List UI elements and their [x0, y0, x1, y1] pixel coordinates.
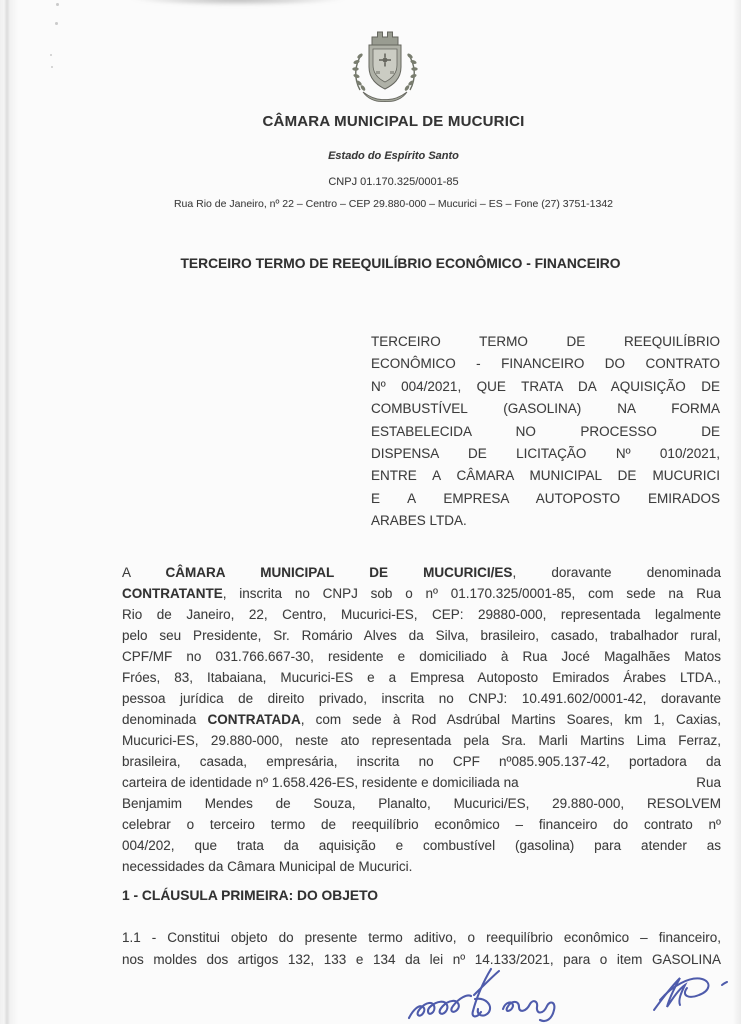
blank-gap: [519, 772, 697, 793]
text-line: [122, 793, 721, 814]
text-line: [122, 751, 721, 772]
text-run: denominada: [122, 712, 208, 727]
text-line: [371, 510, 720, 532]
text-run: necessidades da Câmara Municipal de Mucurici.: [122, 859, 413, 874]
text-run: , com sede à Rod Asdrúbal Martins Soares, km 1, Caxias,: [300, 712, 721, 727]
text-run: TERCEIRO TERMO DE REEQUILÍBRIO: [371, 334, 720, 349]
text-line: [371, 443, 720, 465]
text-run: A: [122, 565, 166, 580]
text-run: Mucurici-ES, 29.880-000, neste ato representada pela Sra. Marli Martins Lima Ferraz,: [122, 733, 721, 748]
text-line: [371, 398, 720, 420]
scan-left-edge-shadow: [0, 0, 18, 1024]
municipal-crest-icon: [345, 27, 425, 107]
text-run: DISPENSA DE LICITAÇÃO Nº 010/2021,: [371, 446, 720, 462]
text-run: Nº 004/2021, QUE TRATA DA AQUISIÇÃO DE: [371, 378, 720, 394]
text-run: Fróes, 83, Itabaiana, Mucurici-ES e a Empresa Autoposto Emirados Árabes LTDA.,: [122, 670, 721, 685]
text-run: nos moldes dos artigos 132, 133 e 134 da lei nº 14.133/2021, para o item GASOLINA: [122, 952, 721, 967]
text-line: [122, 730, 721, 751]
text-line: [122, 772, 721, 793]
text-run: Rio de Janeiro, 22, Centro, Mucurici-ES, CEP: 29880-000, representada legalmente: [122, 607, 721, 622]
text-line: [122, 814, 721, 835]
bold-text-run: CÂMARA MUNICIPAL DE MUCURICI/ES: [165, 565, 513, 580]
text-run: ECONÔMICO - FINANCEIRO DO CONTRATO: [371, 356, 720, 372]
text-run: Benjamim Mendes de Souza, Planalto, Mucurici/ES, 29.880-000, RESOLVEM: [122, 796, 721, 811]
bold-text-run: CONTRATANTE: [122, 586, 223, 601]
text-line: [122, 667, 721, 688]
scan-right-edge-shadow: [733, 0, 741, 1024]
clause-heading: 1 - CLÁUSULA PRIMEIRA: DO OBJETO: [122, 888, 379, 903]
scan-speck: [51, 66, 53, 68]
address-line: Rua Rio de Janeiro, nº 22 – Centro – CEP 29.880-000 – Mucurici – ES – Fone (27) 3751-1342: [173, 198, 614, 210]
text-run: CPF/MF no 031.766.667-30, residente e domiciliado à Rua Jocé Magalhães Matos: [122, 649, 721, 664]
text-line: [122, 835, 721, 856]
text-line: [371, 421, 720, 443]
text-run: , inscrita no CNPJ sob o nº 01.170.325/0001-85, com sede na Rua: [222, 586, 721, 601]
text-run: celebrar o terceiro termo de reequilíbrio econômico – financeiro do contrato nº: [122, 817, 721, 832]
text-line: [122, 688, 721, 709]
text-line: [371, 488, 720, 510]
text-run: ARABES LTDA.: [371, 513, 467, 529]
text-run: E A EMPRESA AUTOPOSTO EMIRADOS: [371, 490, 720, 506]
handwritten-signature-secondary: [648, 972, 730, 1016]
text-line: [122, 625, 721, 646]
scan-top-smudge: [128, 0, 348, 6]
state-line: Estado do Espírito Santo: [328, 150, 459, 162]
cnpj-line: CNPJ 01.170.325/0001-85: [328, 176, 459, 188]
text-run: 004/202, que trata da aquisição e combustível (gasolina) para atender as: [122, 838, 721, 853]
text-line: [371, 353, 720, 375]
text-run: pelo seu Presidente, Sr. Romário Alves da Silva, brasileiro, casado, trabalhador rural,: [122, 628, 721, 643]
org-name: CÂMARA MUNICIPAL DE MUCURICI: [262, 113, 525, 130]
text-line: [122, 709, 721, 730]
text-line: [371, 465, 720, 487]
text-line: [122, 583, 721, 604]
text-line: [122, 856, 721, 877]
text-line: [122, 646, 721, 667]
document-title: TERCEIRO TERMO DE REEQUILÍBRIO ECONÔMICO - FINANCEIRO: [180, 256, 621, 271]
preamble-block: [371, 331, 720, 533]
scan-speck: [56, 3, 59, 6]
text-line: [122, 927, 721, 949]
text-run: brasileira, casada, empresária, inscrita no CPF nº085.905.137-42, portadora da: [122, 754, 721, 769]
text-line: [371, 331, 720, 353]
text-run: carteira de identidade nº 1.658.426-ES, residente e domiciliada na: [122, 775, 519, 790]
text-run: , doravante denominada: [512, 565, 722, 580]
handwritten-signature-primary: [405, 964, 575, 1024]
text-line: [122, 562, 721, 583]
scan-speck: [50, 54, 52, 56]
text-line: [122, 604, 721, 625]
crest-ribbon: [363, 92, 407, 102]
text-run: ESTABELECIDA NO PROCESSO DE: [371, 423, 720, 439]
text-run: COMBUSTÍVEL (GASOLINA) NA FORMA: [371, 401, 720, 417]
text-line: [371, 376, 720, 398]
text-run: 1.1 - Constitui objeto do presente termo aditivo, o reequilíbrio econômico – financeiro,: [122, 930, 721, 945]
body-paragraph: [122, 562, 721, 877]
bold-text-run: CONTRATADA: [207, 712, 301, 727]
text-run: pessoa jurídica de direito privado, inscrita no CNPJ: 10.491.602/0001-42, doravante: [122, 691, 721, 706]
scan-speck: [55, 22, 58, 25]
text-run: Rua: [696, 775, 721, 790]
text-run: ENTRE A CÂMARA MUNICIPAL DE MUCURICI: [371, 468, 720, 484]
